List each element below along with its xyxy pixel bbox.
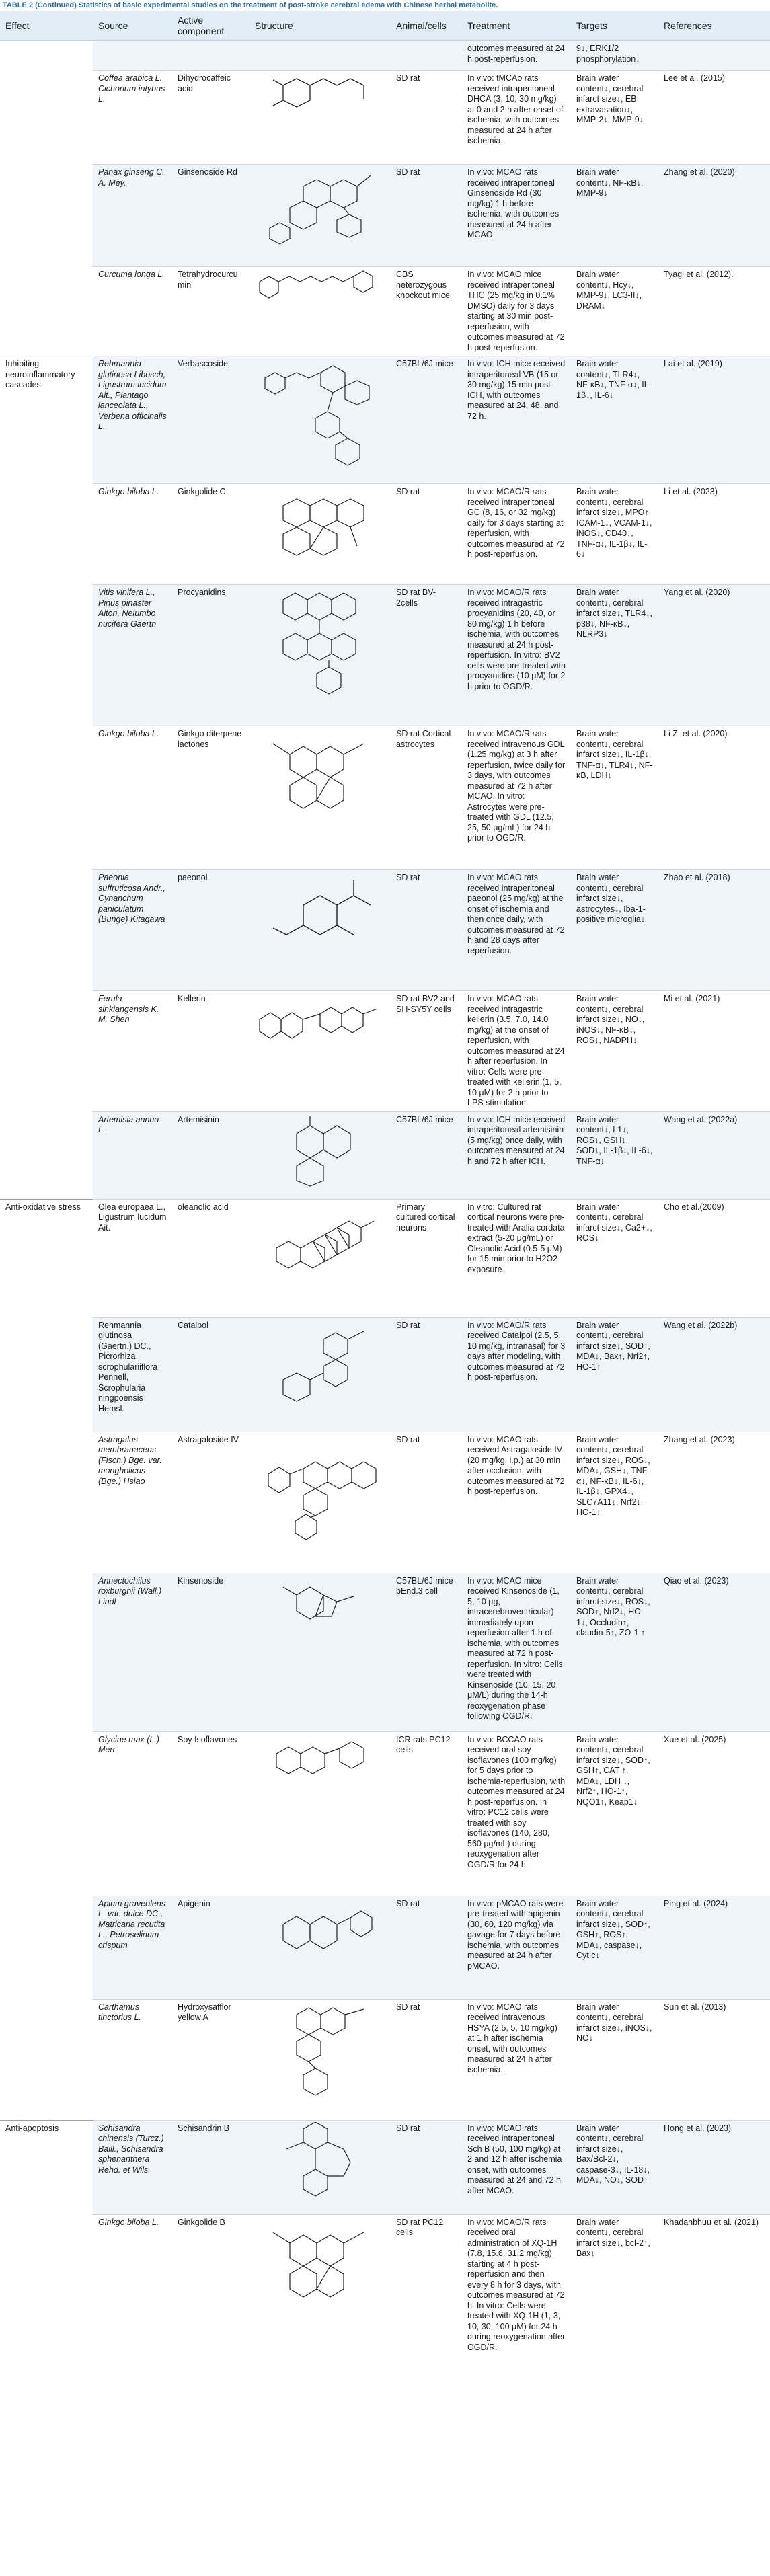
component-cell: Verbascoside — [172, 356, 249, 484]
structure-cell — [249, 1199, 391, 1317]
treatment-cell: In vivo: MCAO rats received intravenous HSYA (2.5, 5, 10 mg/kg) at 1 h after ischemia onset, with outcomes measured at 24 h after ischemia. — [462, 1999, 571, 2120]
molecule-structure-icon — [256, 166, 384, 253]
header-source: Source — [93, 11, 172, 41]
animal-cell: C57BL/6J mice — [391, 356, 462, 484]
source-cell: Ferula sinkiangensis K. M. Shen — [93, 991, 172, 1112]
targets-cell: Brain water content↓, cerebral infarct size↓, Ca2+↓, ROS↓ — [571, 1199, 658, 1317]
effect-cell — [0, 726, 93, 870]
table-caption: TABLE 2 (Continued) Statistics of basic experimental studies on the treatment of post-stroke cerebral edema with Chinese herbal metabolite. — [3, 1, 498, 9]
component-cell: Astragaloside IV — [172, 1432, 249, 1573]
structure-cell — [249, 165, 391, 267]
table-row — [0, 41, 770, 71]
molecule-structure-icon — [256, 1575, 384, 1642]
effect-cell — [0, 41, 93, 71]
animal-cell: SD rat — [391, 71, 462, 165]
targets-cell: Brain water content↓, cerebral infarct size↓, EB extravasation↓, MMP-2↓, MMP-9↓ — [571, 71, 658, 165]
reference-cell — [658, 41, 770, 71]
source-cell: Ginkgo biloba L. — [93, 484, 172, 585]
animal-cell: SD rat BV2 and SH-SY5Y cells — [391, 991, 462, 1112]
molecule-structure-icon — [253, 268, 387, 302]
header-active-component: Active component — [172, 11, 249, 41]
structure-cell — [249, 1573, 391, 1731]
source-cell: Vitis vinifera L., Pinus pinaster Aiton, Nelumbo nucifera Gaertn — [93, 585, 172, 726]
targets-cell: Brain water content↓, cerebral infarct size↓, iNOS↓, NO↓ — [571, 1999, 658, 2120]
source-cell: Astragalus membranaceus (Fisch.) Bge. var. mongholicus (Bge.) Hsiao — [93, 1432, 172, 1573]
animal-cell: SD rat — [391, 870, 462, 991]
targets-cell: Brain water content↓, NF-κB↓, MMP-9↓ — [571, 165, 658, 267]
component-cell: Ginsenoside Rd — [172, 165, 249, 267]
effect-cell — [0, 267, 93, 356]
table-row — [0, 870, 770, 991]
structure-cell — [249, 2214, 391, 2382]
molecule-structure-icon — [256, 1898, 384, 1972]
targets-cell: Brain water content↓, cerebral infarct size↓, NO↓, iNOS↓, NF-κB↓, ROS↓, NADPH↓ — [571, 991, 658, 1112]
table-row — [0, 1731, 770, 1896]
structure-cell — [249, 484, 391, 585]
treatment-cell: In vivo: MCAO/R rats received intragastric procyanidins (20, 40, or 80 mg/kg) 1 h before ischemia, with outcomes measured at 24 h post-reperfusion. In vitro: BV2 cells were pre-treated with procyanidins (10 μM) for 2 h prior to OGD/R. — [462, 585, 571, 726]
molecule-structure-icon — [256, 871, 384, 979]
structure-cell — [249, 71, 391, 165]
component-cell: paeonol — [172, 870, 249, 991]
table-row — [0, 991, 770, 1112]
structure-cell — [249, 41, 391, 71]
molecule-structure-icon — [256, 72, 384, 119]
header-structure: Structure — [249, 11, 391, 41]
source-cell: Coffea arabica L. Cichorium intybus L. — [93, 71, 172, 165]
reference-cell: Zhang et al. (2023) — [658, 1432, 770, 1573]
targets-cell: Brain water content↓, L1↓, ROS↓, GSH↓, SOD↓, IL-1β↓, IL-6↓, TNF-α↓ — [571, 1111, 658, 1199]
reference-cell: Li et al. (2023) — [658, 484, 770, 585]
animal-cell: CBS heterozygous knockout mice — [391, 267, 462, 356]
reference-cell: Wang et al. (2022a) — [658, 1111, 770, 1199]
animal-cell: SD rat — [391, 1317, 462, 1432]
table-row — [0, 1199, 770, 1317]
component-cell — [172, 41, 249, 71]
table-row — [0, 267, 770, 356]
structure-cell — [249, 991, 391, 1112]
structure-cell — [249, 1111, 391, 1199]
component-cell: Hydroxysafflor yellow A — [172, 1999, 249, 2120]
source-cell: Carthamus tinctorius L. — [93, 1999, 172, 2120]
structure-cell — [249, 1999, 391, 2120]
table-row — [0, 71, 770, 165]
animal-cell — [391, 41, 462, 71]
table-row — [0, 165, 770, 267]
component-cell: Tetrahydrocurcumin — [172, 267, 249, 356]
structure-cell — [249, 1896, 391, 1999]
targets-cell: Brain water content↓, cerebral infarct size↓, TLR4↓, p38↓, NF-κB↓, NLRP3↓ — [571, 585, 658, 726]
reference-cell: Sun et al. (2013) — [658, 1999, 770, 2120]
source-cell: Artemisia annua L. — [93, 1111, 172, 1199]
animal-cell: SD rat PC12 cells — [391, 2214, 462, 2382]
reference-cell: Li Z. et al. (2020) — [658, 726, 770, 870]
molecule-structure-icon — [256, 1114, 384, 1187]
targets-cell: Brain water content↓, cerebral infarct size↓, astrocytes↓, Iba-1-positive microglia↓ — [571, 870, 658, 991]
structure-cell — [249, 1432, 391, 1573]
header-targets: Targets — [571, 11, 658, 41]
structure-cell — [249, 1731, 391, 1896]
targets-cell: Brain water content↓, cerebral infarct size↓, ROS↓, MDA↓, GSH↓, TNF-α↓, NF-κB↓, IL-6↓, IL-1β↓, GPX4↓, SLC7A11↓, Nrf2↓, HO-1↓ — [571, 1432, 658, 1573]
source-cell: Schisandra chinensis (Turcz.) Baill., Schisandra sphenanthera Rehd. et Wils. — [93, 2120, 172, 2214]
structure-cell — [249, 585, 391, 726]
effect-cell — [0, 1432, 93, 1573]
targets-cell: Brain water content↓, TLR4↓, NF-κB↓, TNF-α↓, IL-1β↓, IL-6↓ — [571, 356, 658, 484]
reference-cell: Ping et al. (2024) — [658, 1896, 770, 1999]
treatment-cell: In vivo: MCAO/R rats received oral administration of XQ-1H (7.8, 15.6, 31.2 mg/kg) starting at 4 h post-reperfusion and then every 8 h for 3 days, with outcomes measured at 72 h. In vitro: Cells were treated with XQ-1H (1, 3, 10, 30, 100 μM) for 24 h during reoxygenation after OGD/R. — [462, 2214, 571, 2382]
effect-cell — [0, 484, 93, 585]
effect-cell — [0, 2214, 93, 2382]
animal-cell: SD rat — [391, 1896, 462, 1999]
treatment-cell: In vivo: ICH mice received intraperitoneal VB (15 or 30 mg/kg) 15 min post-ICH, with outcomes measured at 24, 48, and 72 h. — [462, 356, 571, 484]
structure-cell — [249, 2120, 391, 2214]
component-cell: Catalpol — [172, 1317, 249, 1432]
treatment-cell: In vivo: MCAO mice received Kinsenoside (1, 5, 10 μg, intracerebroventricular) immediately upon reperfusion after 1 h of ischemia, with outcomes measured at 72 h post-reperfusion. In vitro: Cells were treated with Kinsenoside (10, 15, 20 μM/L) during the 14-h reoxygenation phase following OGD/R. — [462, 1573, 571, 1731]
molecule-structure-icon — [256, 2122, 384, 2203]
source-cell: Rehmannia glutinosa Libosch, Ligustrum lucidum Ait., Plantago lanceolata L., Verbena officinalis L. — [93, 356, 172, 484]
treatment-cell: In vivo: MCAO rats received intraperitoneal Sch B (50, 100 mg/kg) at 2 and 12 h after ischemia onset, with outcomes measured at 24 and 72 h after MCAO. — [462, 2120, 571, 2214]
molecule-structure-icon — [256, 2216, 384, 2304]
source-cell: Ginkgo biloba L. — [93, 726, 172, 870]
targets-cell: Brain water content↓, cerebral infarct size↓, IL-1β↓, TNF-α↓, TLR4↓, NF-κB, LDH↓ — [571, 726, 658, 870]
animal-cell: SD rat — [391, 2120, 462, 2214]
molecule-structure-icon — [256, 1733, 384, 1794]
table-row — [0, 1573, 770, 1731]
targets-cell: Brain water content↓, cerebral infarct size↓, ROS↓, SOD↑, Nrf2↓, HO-1↓, Occludin↑, claudin-5↑, ZO-1 ↑ — [571, 1573, 658, 1731]
targets-cell: Brain water content↓, cerebral infarct size↓, SOD↑, GSH↑, CAT ↑, MDA↓, LDH ↓, Nrf2↑, HO-1↑, NQO1↑, Keap1↓ — [571, 1731, 658, 1896]
source-cell: Apium graveolens L. var. dulce DC., Matricaria recutita L., Petroselinum crispum — [93, 1896, 172, 1999]
source-cell: Rehmannia glutinosa (Gaertn.) DC., Picrorhiza scrophulariiflora Pennell, Scrophularia ningpoensis Hemsl. — [93, 1317, 172, 1432]
molecule-structure-icon — [256, 2001, 384, 2109]
component-cell: Dihydrocaffeic acid — [172, 71, 249, 165]
table-row — [0, 1317, 770, 1432]
animal-cell: ICR rats PC12 cells — [391, 1731, 462, 1896]
reference-cell: Lee et al. (2015) — [658, 71, 770, 165]
effect-cell — [0, 991, 93, 1112]
molecule-structure-icon — [253, 992, 387, 1053]
source-cell — [93, 41, 172, 71]
treatment-cell: In vivo: BCCAO rats received oral soy isoflavones (100 mg/kg) for 5 days prior to ischemia-reperfusion, with outcomes measured at 24 h post-reperfusion. In vitro: PC12 cells were treated with soy isoflavones (140, 280, 560 μg/mL) during reoxygenation after OGD/R for 24 h. — [462, 1731, 571, 1896]
animal-cell: SD rat Cortical astrocytes — [391, 726, 462, 870]
treatment-cell: In vivo: MCAO rats received intragastric kellerin (3.5, 7.0, 14.0 mg/kg) at the onset of reperfusion, with outcomes measured at 24 h after reperfusion. In vitro: Cells were pre-treated with kellerin (1, 5, 10 μM) for 2 h prior to LPS stimulation. — [462, 991, 571, 1112]
structure-cell — [249, 870, 391, 991]
effect-cell — [0, 165, 93, 267]
component-cell: Procyanidins — [172, 585, 249, 726]
treatment-cell: In vivo: MCAO rats received Astragaloside IV (20 mg/kg, i.p.) at 30 min after occlusion, with outcomes measured at 72 h post-reperfusion. — [462, 1432, 571, 1573]
source-cell: Olea europaea L., Ligustrum lucidum Ait. — [93, 1199, 172, 1317]
component-cell: oleanolic acid — [172, 1199, 249, 1317]
effect-cell — [0, 1999, 93, 2120]
treatment-cell: In vivo: pMCAO rats were pre-treated with apigenin (30, 60, 120 mg/kg) via gavage for 7 days before ischemia, with outcomes measured at 24 h after pMCAO. — [462, 1896, 571, 1999]
targets-cell: Brain water content↓, cerebral infarct size↓, bcl-2↑, Bax↓ — [571, 2214, 658, 2382]
results-table — [0, 11, 770, 2382]
treatment-cell: In vivo: ICH mice received intraperitoneal artemisinin (5 mg/kg) once daily, with outcomes measured at 24 h and 72 h after ICH. — [462, 1111, 571, 1199]
structure-cell — [249, 267, 391, 356]
molecule-structure-icon — [256, 1201, 384, 1302]
effect-cell — [0, 1573, 93, 1731]
header-row — [0, 11, 770, 41]
targets-cell: Brain water content↓, cerebral infarct size↓, SOD↑, MDA↓, Bax↑, Nrf2↑, HO-1↑ — [571, 1317, 658, 1432]
source-cell: Annectochilus roxburghii (Wall.) Lindl — [93, 1573, 172, 1731]
effect-cell — [0, 71, 93, 165]
reference-cell: Lai et al. (2019) — [658, 356, 770, 484]
component-cell: Schisandrin B — [172, 2120, 249, 2214]
treatment-cell: In vivo: MCAO/R rats received intraperitoneal GC (8, 16, or 32 mg/kg) daily for 3 days starting at reperfusion, with outcomes measured at 72 h post-reperfusion. — [462, 484, 571, 585]
effect-cell — [0, 1111, 93, 1199]
component-cell: Ginkgolide B — [172, 2214, 249, 2382]
table-row — [0, 2120, 770, 2214]
header-references: References — [658, 11, 770, 41]
treatment-cell: outcomes measured at 24 h post-reperfusion. — [462, 41, 571, 71]
reference-cell: Yang et al. (2020) — [658, 585, 770, 726]
table-row — [0, 1111, 770, 1199]
effect-cell: Inhibiting neuroinflammatory cascades — [0, 356, 93, 484]
table-row — [0, 726, 770, 870]
component-cell: Soy Isoflavones — [172, 1731, 249, 1896]
table-row — [0, 2214, 770, 2382]
reference-cell: Tyagi et al. (2012). — [658, 267, 770, 356]
structure-cell — [249, 726, 391, 870]
effect-cell — [0, 870, 93, 991]
molecule-structure-icon — [255, 1434, 386, 1555]
animal-cell: SD rat BV-2cells — [391, 585, 462, 726]
reference-cell: Cho et al.(2009) — [658, 1199, 770, 1317]
reference-cell: Zhao et al. (2018) — [658, 870, 770, 991]
effect-cell — [0, 585, 93, 726]
table-row — [0, 1432, 770, 1573]
effect-cell: Anti-oxidative stress — [0, 1199, 93, 1317]
component-cell: Kinsenoside — [172, 1573, 249, 1731]
targets-cell: Brain water content↓, Hcy↓, MMP-9↓, LC3-II↓, DRAM↓ — [571, 267, 658, 356]
reference-cell: Zhang et al. (2020) — [658, 165, 770, 267]
table-row — [0, 1999, 770, 2120]
header-animal-cells: Animal/cells — [391, 11, 462, 41]
component-cell: Ginkgo diterpene lactones — [172, 726, 249, 870]
molecule-structure-icon — [256, 728, 384, 815]
targets-cell: Brain water content↓, cerebral infarct size↓, SOD↑, GSH↑, ROS↑, MDA↓, caspase↓, Cyt c↓ — [571, 1896, 658, 1999]
animal-cell: SD rat — [391, 165, 462, 267]
animal-cell: Primary cultured cortical neurons — [391, 1199, 462, 1317]
treatment-cell: In vitro: Cultured rat cortical neurons were pre-treated with Aralia cordata extract (5-20 μg/mL) or Oleanolic Acid (0.5-5 μM) for 15 min prior to H2O2 exposure. — [462, 1199, 571, 1317]
source-cell: Panax ginseng C. A. Mey. — [93, 165, 172, 267]
molecule-structure-icon — [255, 358, 386, 472]
molecule-structure-icon — [256, 586, 384, 707]
treatment-cell: In vivo: tMCAo rats received intraperitoneal DHCA (3, 10, 30 mg/kg) at 0 and 2 h after onset of ischemia, with outcomes measured at 24 h after ischemia. — [462, 71, 571, 165]
treatment-cell: In vivo: MCAO rats received intraperitoneal paeonol (25 mg/kg) at the onset of ischemia and then once daily, with outcomes measured at 72 h and 28 days after reperfusion. — [462, 870, 571, 991]
component-cell: Kellerin — [172, 991, 249, 1112]
animal-cell: SD rat — [391, 1999, 462, 2120]
table-row — [0, 356, 770, 484]
reference-cell: Mi et al. (2021) — [658, 991, 770, 1112]
source-cell: Ginkgo biloba L. — [93, 2214, 172, 2382]
component-cell: Apigenin — [172, 1896, 249, 1999]
effect-cell — [0, 1731, 93, 1896]
header-effect: Effect — [0, 11, 93, 41]
table-row — [0, 484, 770, 585]
reference-cell: Xue et al. (2025) — [658, 1731, 770, 1896]
component-cell: Artemisinin — [172, 1111, 249, 1199]
treatment-cell: In vivo: MCAO/R rats received Catalpol (2.5, 5, 10 mg/kg, intranasal) for 3 days after modeling, with outcomes measured at 72 h post-reperfusion. — [462, 1317, 571, 1432]
source-cell: Glycine max (L.) Merr. — [93, 1731, 172, 1896]
targets-cell: Brain water content↓, cerebral infarct size↓, Bax/Bcl-2↓, caspase-3↓, IL-18↓, MDA↓, NO↓, SOD↑ — [571, 2120, 658, 2214]
source-cell: Curcuma longa L. — [93, 267, 172, 356]
reference-cell: Wang et al. (2022b) — [658, 1317, 770, 1432]
targets-cell: Brain water content↓, cerebral infarct size↓, MPO↑, ICAM-1↓, VCAM-1↓, iNOS↓, CD40↓, TNF-α↓, IL-1β↓, IL-6↓ — [571, 484, 658, 585]
treatment-cell: In vivo: MCAO/R rats received intravenous GDL (1.25 mg/kg) at 3 h after reperfusion, twice daily for 3 days, with outcomes measured at 72 h after MCAO. In vitro: Astrocytes were pre-treated with GDL (12.5, 25, 50 μg/mL) for 24 h prior to OGD/R. — [462, 726, 571, 870]
targets-cell: 9↓, ERK1/2 phosphorylation↓ — [571, 41, 658, 71]
structure-cell — [249, 356, 391, 484]
animal-cell: SD rat — [391, 1432, 462, 1573]
effect-cell: Anti-apoptosis — [0, 2120, 93, 2214]
molecule-structure-icon — [256, 1319, 384, 1420]
treatment-cell: In vivo: MCAO mice received intraperitoneal THC (25 mg/kg in 0.1% DMSO) daily for 3 days starting at 30 min post-reperfusion, with outcomes measured at 72 h post-reperfusion. — [462, 267, 571, 356]
reference-cell: Khadanbhuu et al. (2021) — [658, 2214, 770, 2382]
treatment-cell: In vivo: MCAO rats received intraperitoneal Ginsenoside Rd (30 mg/kg) 1 h before ischemia, with outcomes measured at 24 h after MCAO. — [462, 165, 571, 267]
header-treatment: Treatment — [462, 11, 571, 41]
effect-cell — [0, 1896, 93, 1999]
table-row — [0, 585, 770, 726]
component-cell: Ginkgolide C — [172, 484, 249, 585]
structure-cell — [249, 1317, 391, 1432]
animal-cell: SD rat — [391, 484, 462, 585]
reference-cell: Qiao et al. (2023) — [658, 1573, 770, 1731]
molecule-structure-icon — [256, 485, 384, 566]
animal-cell: C57BL/6J mice — [391, 1111, 462, 1199]
reference-cell: Hong et al. (2023) — [658, 2120, 770, 2214]
animal-cell: C57BL/6J mice bEnd.3 cell — [391, 1573, 462, 1731]
source-cell: Paeonia suffruticosa Andr., Cynanchum paniculatum (Bunge) Kitagawa — [93, 870, 172, 991]
table-row — [0, 1896, 770, 1999]
effect-cell — [0, 1317, 93, 1432]
